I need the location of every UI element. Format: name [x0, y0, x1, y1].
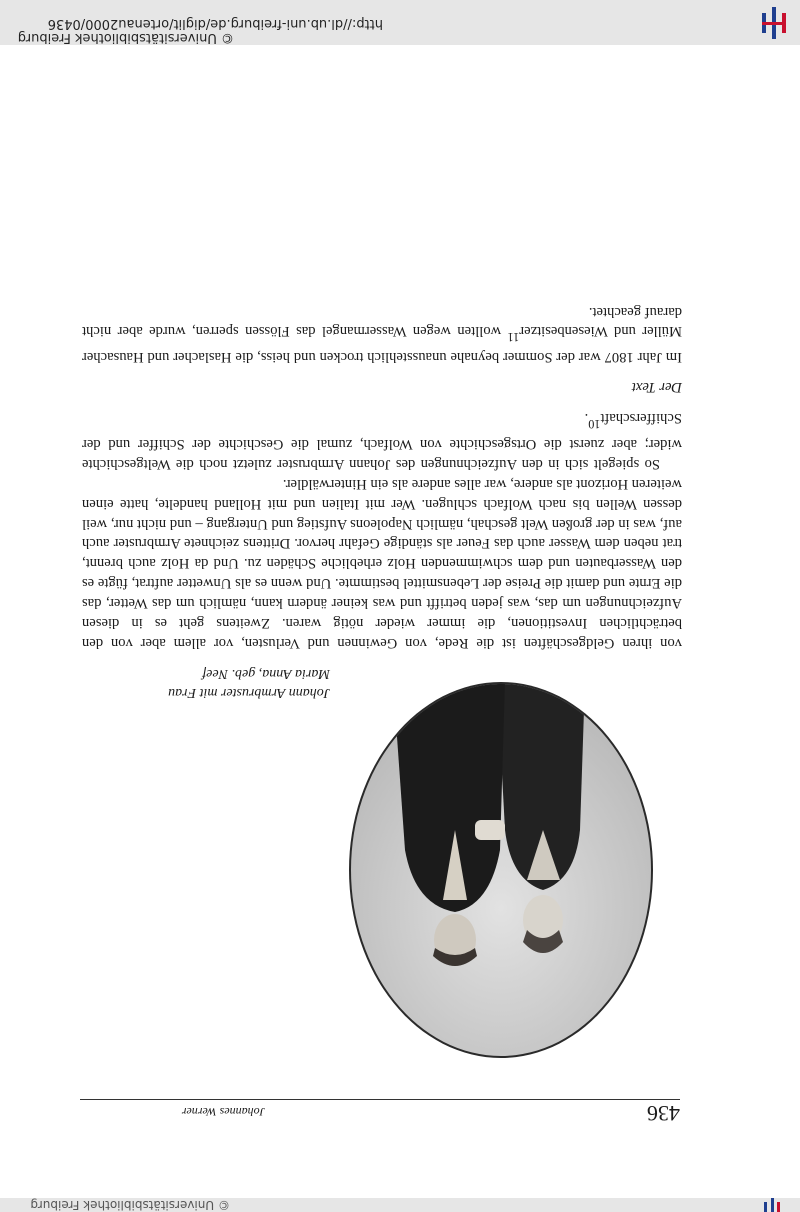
source-bar — [0, 0, 800, 45]
paragraph-text: Im Jahr 1807 war der Sommer beynahe unausstehlich trocken und heiss, die Haslacher und Hausacher Müller und Wiesenbesitzer — [82, 323, 682, 366]
portrait-photo — [347, 680, 655, 1060]
paragraph: So spiegelt sich in den Aufzeichnungen des Johann Armbruster zuletzt noch die Weltgeschichte wider; aber zuerst die Ortsgeschichte von Wolfach, zumal die Geschichte der Schiffer und der Schifferschaft$^{10}$. — [82, 410, 682, 472]
body-text — [82, 301, 682, 652]
source-url-link[interactable]: http://dl.ub.uni-freiburg.de/diglit/ortenau2000/0436 — [47, 16, 383, 31]
university-logo-icon — [756, 1198, 786, 1212]
page-number: 436 — [647, 1101, 680, 1126]
footnote-ref: 11 — [507, 330, 520, 345]
caption-line-2: Maria Anna, geb. Neef — [202, 666, 330, 681]
figure-caption — [110, 664, 330, 702]
running-head: Johannes Werner — [181, 1105, 265, 1119]
paragraph-text: So spiegelt sich in den Aufzeichnungen des Johann Armbruster zuletzt noch die Weltgeschichte wider; aber zuerst die Ortsgeschichte von Wolfach, zumal die Geschichte der Schiffer und der Schifferschaft — [82, 410, 682, 472]
header-rule — [80, 1099, 680, 1100]
paragraph-text: wollten wegen Wassermangel das Flössen sperren, wurde aber nicht darauf geachtet. — [82, 303, 682, 340]
library-credit-top: © Universitätsbibliothek Freiburg — [30, 1198, 230, 1212]
caption-line-1: Johann Armbruster mit Frau — [168, 685, 330, 700]
paragraph — [82, 301, 682, 367]
section-heading: Der Text — [631, 379, 682, 396]
paragraph: von ihren Geldgeschäften ist die Rede, von Gewinnen und Verlusten, vor allem aber von den beträchtlichen Investitionen, die immer wieder nötig waren. Zweitens geht es in diesen Aufzeichnungen um das, was jeden betrifft und was keiner ändern kann, nämlich um das Wetter, das die Ernte und damit die Preise der Lebensmittel bestimmte. Und wenn es als Unwetter auftrat, fügte es den Wasserbauten und dem schwimmenden Holz erhebliche Schäden zu. Und da Holz auch brennt, trat neben dem Wasser auch das Feuer als ständige Gefahr hervor. Drittens zeichnete Armbruster auch auf, was in der großen Welt geschah, nämlich Napoleons Aufstieg und Untergang – und nicht nur, weil dessen Wellen bis nach Wolfach schlugen. Wer mit Italien und mit Holland handelte, hatte einen weiteren Horizont als andere, war alles andere als ein Hinterwäldler. — [82, 475, 682, 651]
footnote-ref: 10 — [588, 417, 601, 432]
library-credit: © Universitätsbibliothek Freiburg — [17, 30, 234, 45]
source-bar-top — [0, 1198, 800, 1212]
university-logo-icon — [754, 5, 794, 45]
